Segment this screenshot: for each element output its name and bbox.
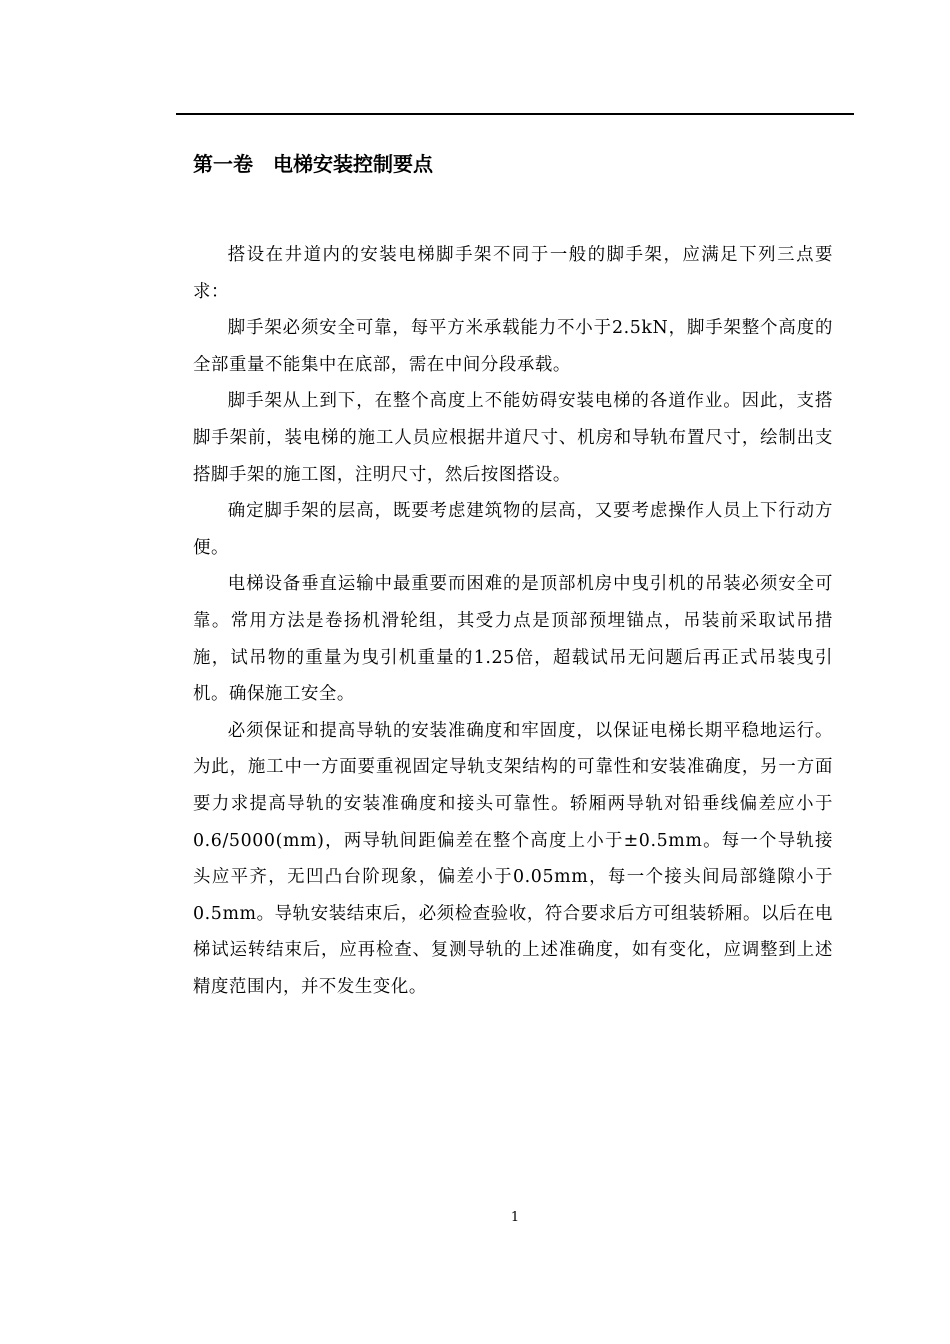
- header-rule: [176, 113, 854, 115]
- paragraph-scaffold-clearance: 脚手架从上到下，在整个高度上不能妨碍安装电梯的各道作业。因此，支搭脚手架前，装电梯的施工人员应根据井道尺寸、机房和导轨布置尺寸，绘制出支搭脚手架的施工图，注明尺寸，然后按图搭设。: [193, 391, 833, 485]
- paragraph-guide-rail-accuracy: 必须保证和提高导轨的安装准确度和牢固度，以保证电梯长期平稳地运行。为此，施工中一方面要重视固定导轨支架结构的可靠性和安装准确度，另一方面要力求提高导轨的安装准确度和接头可靠性。轿厢两导轨对铅垂线偏差应小于0.6/5000(mm)，两导轨间距偏差在整个高度上小于±0.5mm。每一个导轨接头应平齐，无凹凸台阶现象，偏差小于0.05mm，每一个接头间局部缝隙小于0.5mm。导轨安装结束后，必须检查验收，符合要求后方可组装轿厢。以后在电梯试运转结束后，应再检查、复测导轨的上述准确度，如有变化，应调整到上述精度范围内，并不发生变化。: [193, 720, 833, 997]
- paragraph-traction-machine-hoisting: 电梯设备垂直运输中最重要而困难的是顶部机房中曳引机的吊装必须安全可靠。常用方法是卷扬机滑轮组，其受力点是顶部预埋锚点，吊装前采取试吊措施，试吊物的重量为曳引机重量的1.25倍，超载试吊无问题后再正式吊装曳引机。确保施工安全。: [193, 574, 833, 705]
- paragraph-scaffold-height: 确定脚手架的层高，既要考虑建筑物的层高，又要考虑操作人员上下行动方便。: [193, 501, 833, 558]
- paragraph-scaffold-load: 脚手架必须安全可靠，每平方米承载能力不小于2.5kN，脚手架整个高度的全部重量不能集中在底部，需在中间分段承载。: [193, 318, 833, 375]
- paragraph-scaffold-intro: 搭设在井道内的安装电梯脚手架不同于一般的脚手架，应满足下列三点要求：: [193, 245, 833, 302]
- page-number: 1: [510, 1210, 520, 1225]
- document-body: [193, 237, 833, 1005]
- page-title: 第一卷 电梯安装控制要点: [193, 152, 433, 176]
